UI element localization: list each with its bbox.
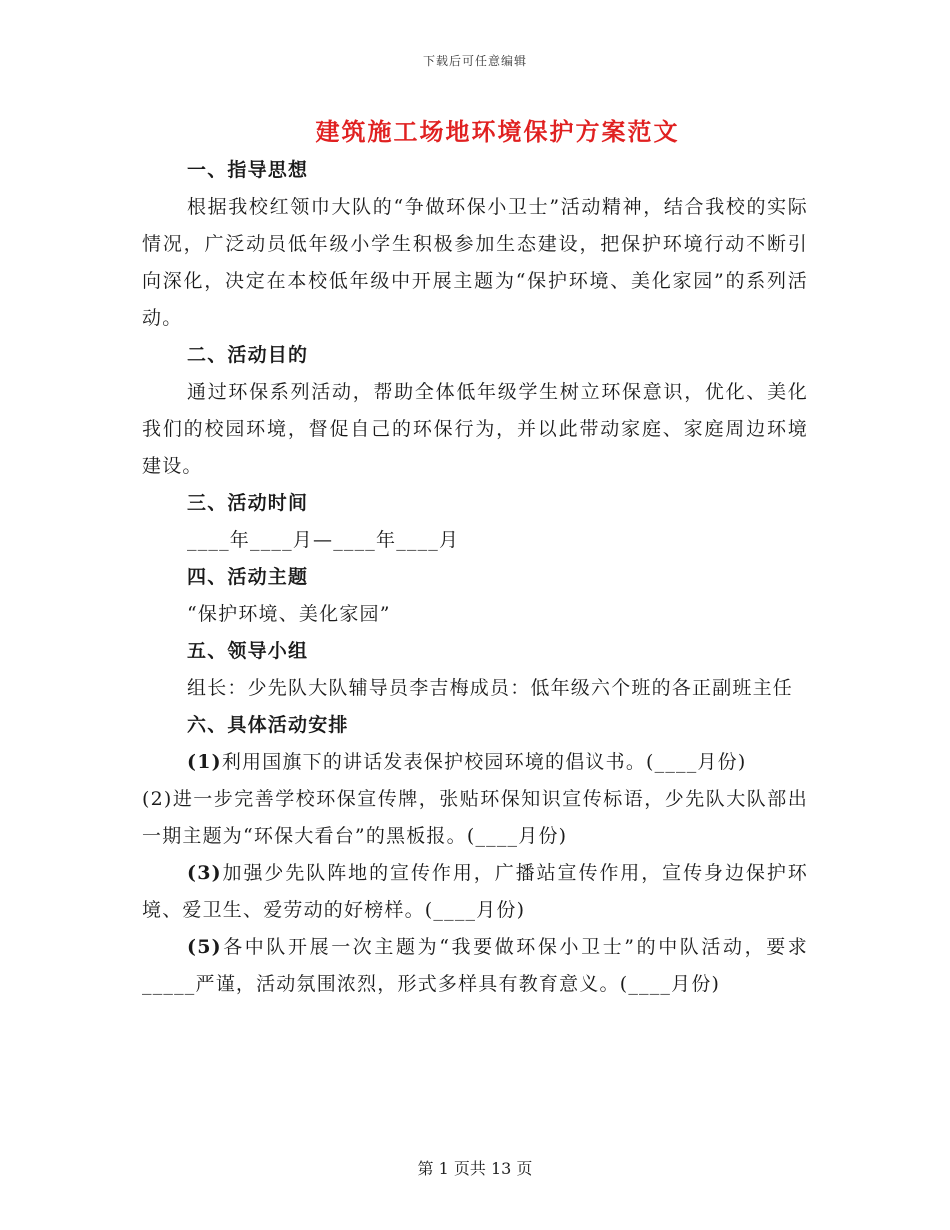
section-heading-activity-arrangements: 六、具体活动安排 [187, 714, 349, 736]
section-text-leadership-group: 组长：少先队大队辅导员李吉梅成员：低年级六个班的各正副班主任 [187, 677, 794, 699]
document-body [142, 152, 808, 1003]
section-heading-activity-purpose: 二、活动目的 [187, 344, 309, 366]
section-heading-activity-time: 三、活动时间 [187, 492, 309, 514]
section-text-activity-theme: “保护环境、美化家园” [187, 603, 391, 625]
section-heading-activity-theme: 四、活动主题 [187, 566, 309, 588]
section-text-guiding-ideology: 根据我校红领巾大队的“争做环保小卫士”活动精神，结合我校的实际情况，广泛动员低年级小学生积极参加生态建设，把保护环境行动不断引向深化，决定在本校低年级中开展主题为“保护环境、美化家园”的系列活动。 [142, 196, 808, 329]
arrangement-item-1-number: (1) [187, 751, 222, 773]
section-text-activity-purpose: 通过环保系列活动，帮助全体低年级学生树立环保意识，优化、美化我们的校园环境，督促自己的环保行为，并以此带动家庭、家庭周边环境建设。 [142, 381, 808, 477]
document-title: 建筑施工场地环境保护方案范文 [315, 117, 680, 146]
arrangement-item-3 [142, 855, 808, 929]
arrangement-item-3-number: (3) [187, 862, 222, 884]
arrangement-item-3-text: 加强少先队阵地的宣传作用，广播站宣传作用，宣传身边保护环境、爱卫生、爱劳动的好榜样。(____月份) [142, 862, 808, 921]
section-heading-leadership-group: 五、领导小组 [187, 640, 309, 662]
arrangement-item-1-text: 利用国旗下的讲话发表保护校园环境的倡议书。(____月份) [221, 751, 747, 773]
page-footer-page-number: 第 1 页共 13 页 [417, 1159, 533, 1178]
arrangement-item-5-text: 各中队开展一次主题为“我要做环保小卫士”的中队活动，要求_____严谨，活动氛围浓烈，形式多样具有教育意义。(____月份) [142, 936, 808, 995]
arrangement-item-1 [142, 744, 808, 781]
arrangement-item-5 [142, 929, 808, 1003]
section-heading-guiding-ideology: 一、指导思想 [187, 159, 309, 181]
arrangement-item-2: (2)进一步完善学校环保宣传牌，张贴环保知识宣传标语，少先队大队部出一期主题为“环保大看台”的黑板报。(____月份) [142, 788, 808, 847]
page-header-note: 下载后可任意编辑 [422, 54, 527, 68]
section-text-activity-time: ____年____月—____年____月 [187, 529, 460, 551]
arrangement-item-5-number: (5) [187, 936, 222, 958]
